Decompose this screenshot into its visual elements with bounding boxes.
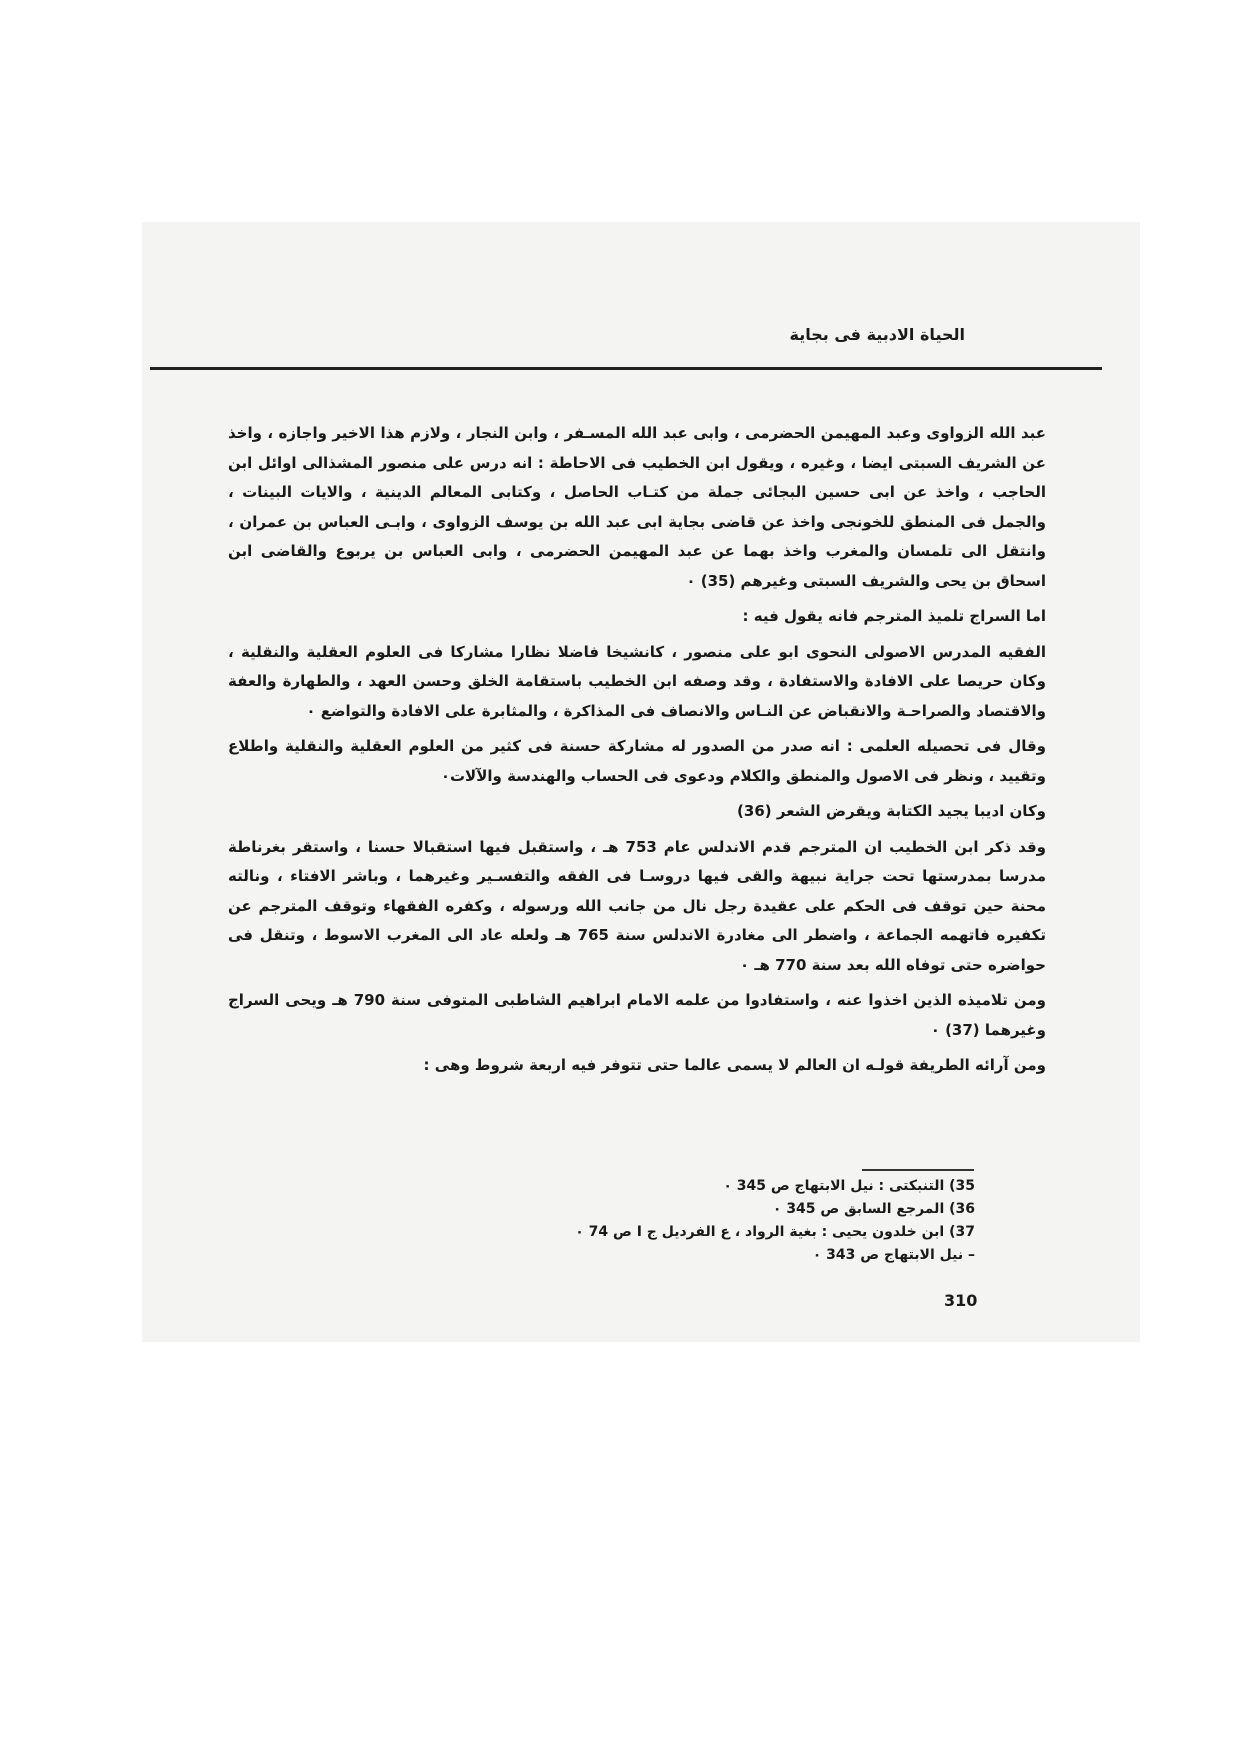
paragraph: عبد الله الزواوى وعبد المهيمن الحضرمى ، وابى عبد الله المسـفر ، وابن النجار ، ولازم هذا الاخير واجازه ، واخذ عن الشريف السبتى ايضا ، وغيره ، ويقول ابن الخطيب فى الاحاطة : انه درس على منصور المشذالى اوائل ابن الحاجب ، واخذ عن ابى حسين البجائى جملة من كتـاب الحاصل ، وكتابى المعالم الدينية ، والايات البينات ، والجمل فى المنطق للخونجى واخذ عن قاضى بجاية ابى عبد الله بن يوسف الزواوى ، وابـى العباس بن عمران ، وانتقل الى تلمسان والمغرب واخذ بهما عن عبد المهيمن الحضرمى ، وابى العباس بن يربوع والقاضى ابن اسحاق بن يحى والشريف السبتى وغيرهم (35) ٠	[228, 424, 1046, 590]
paragraph: وقد ذكر ابن الخطيب ان المترجم قدم الاندلس عام 753 هـ ، واستقبل فيها استقبالا حسنا ، واستقر بغرناطة مدرسا بمدرستها تحت جراية نبيهة والقى فيها دروسـا فى الفقه والتفسـير وغيرهما ، وباشر الافتاء ، ونالته محنة حين توقف فى الحكم على عقيدة رجل نال من جانب الله ورسوله ، وكفره الفقهاء وتوقف المترجم عن تكفيره فاتهمه الجماعة ، واضطر الى مغادرة الاندلس سنة 765 هـ ولعله عاد الى المغرب الاسوط ، وتنقل فى حواضره حتى توفاه الله بعد سنة 770 هـ ٠	[228, 837, 1046, 974]
paragraph: ومن تلاميذه الذين اخذوا عنه ، واستفادوا من علمه الامام ابراهيم الشاطبى المتوفى سنة 790 هـ ويحى السراج وغيرهما (37) ٠	[228, 991, 1046, 1039]
body-text	[228, 419, 1046, 1087]
paragraph: وكان اديبا يجيد الكتابة ويقرض الشعر (36)	[737, 802, 1046, 820]
paragraph: وقال فى تحصيله العلمى : انه صدر من الصدور له مشاركة حسنة فى كثير من العلوم العقلية والنقلية واطلاع وتقييد ، ونظر فى الاصول والمنطق والكلام ودعوى فى الحساب والهندسة والآلات٠	[228, 737, 1046, 785]
footnote: – نيل الابتهاج ص 343 ٠	[812, 1247, 975, 1263]
paragraph: ومن آرائه الطريفة قولـه ان العالم لا يسمى عالما حتى تتوفر فيه اربعة شروط وهى :	[423, 1056, 1046, 1074]
footnote: 35) التنبكتى : نيل الابتهاج ص 345 ٠	[723, 1178, 975, 1194]
page-number: 310	[944, 1291, 978, 1310]
footnote: 36) المرجع السابق ص 345 ٠	[772, 1201, 975, 1217]
footnote-rule	[862, 1169, 974, 1171]
paragraph: الفقيه المدرس الاصولى النحوى ابو على منصور ، كانشيخا فاضلا نظارا مشاركا فى العلوم العقلية والنقلية ، وكان حريصا على الافادة والاستفادة ، وقد وصفه ابن الخطيب باستقامة الخلق وحسن العهد ، والطهارة والعفة والاقتصاد والصراحـة والانقباض عن النـاس والانصاف فى المذاكرة ، والمثابرة على الافادة والتواضع ٠	[228, 642, 1046, 720]
running-head: الحياة الادبية فى بجاية	[789, 325, 965, 344]
paragraph: اما السراج تلميذ المترجم فانه يقول فيه :	[742, 607, 1046, 625]
header-rule	[150, 367, 1102, 370]
footnotes	[460, 1175, 975, 1267]
footnote: 37) ابن خلدون يحيى : بغية الرواد ، ع الفرديل ج I ص 74 ٠	[575, 1224, 975, 1240]
